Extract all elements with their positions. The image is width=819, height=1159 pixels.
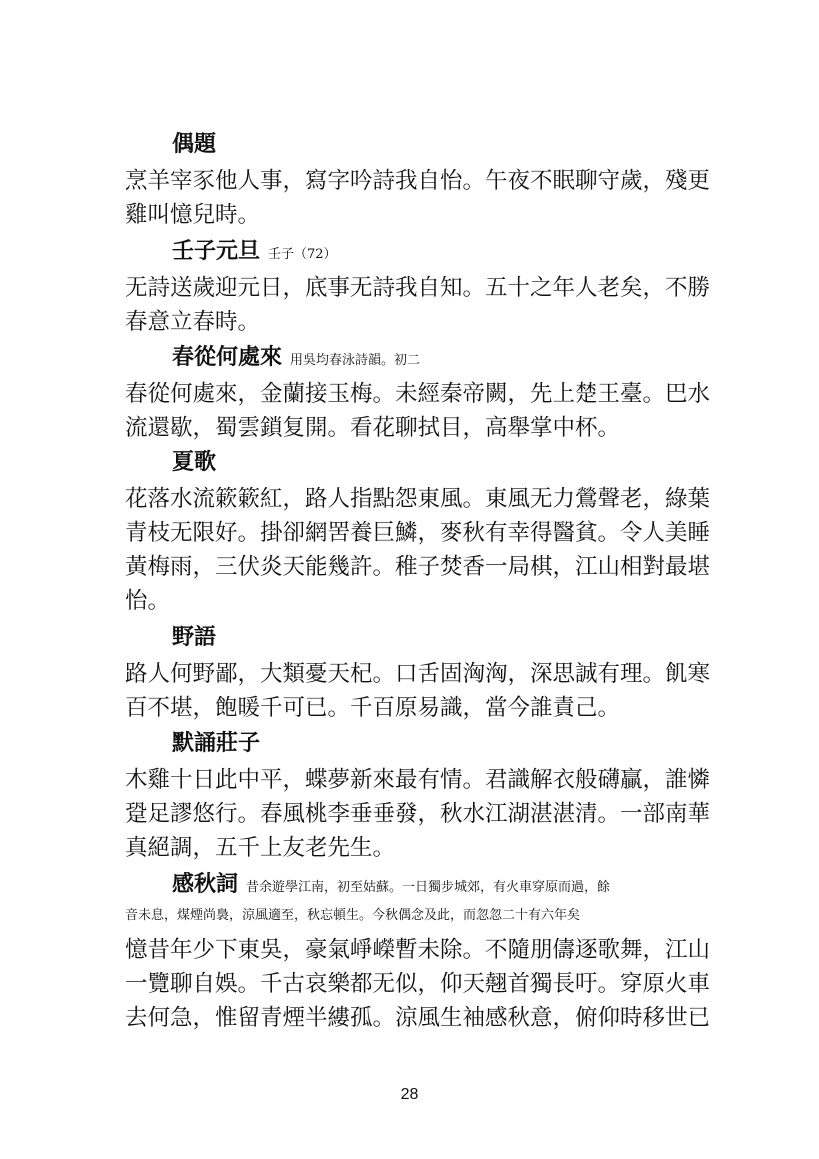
poem-note-continued: 音未息，煤煙尚裊，涼風適至，秋忘頓生。今秋偶念及此，而忽忽二十有六年矣 [125, 908, 581, 923]
poem-line: 去何急，惟留青煙半縷孤。涼風生袖感秋意，俯仰時移世已 [125, 1005, 711, 1031]
poem-body [125, 933, 725, 1035]
poem-line: 春從何處來，金蘭接玉梅。未經秦帝闕，先上楚王臺。巴水 [125, 381, 711, 407]
poem-line: 路人何野鄙，大類憂天杞。口舌固洶洶，深思誠有理。飢寒 [125, 661, 711, 687]
poem-note: 壬子（72） [268, 247, 337, 262]
poem-title [172, 238, 337, 269]
poem-line: 烹羊宰豕他人事，寫字吟詩我自怡。午夜不眠聊守歲，殘更 [125, 168, 711, 194]
poem-line: 春意立春時。 [125, 309, 261, 335]
poem-title-text: 春從何處來 [172, 345, 283, 370]
poem-title-text: 偶題 [172, 132, 217, 157]
poem-title-text: 壬子元旦 [172, 239, 261, 264]
poem-body [125, 763, 725, 865]
poem-title [172, 871, 610, 902]
poem-body [125, 271, 725, 339]
poem-line: 无詩送歲迎元日，底事无詩我自知。五十之年人老矣，不勝 [125, 275, 711, 301]
poem-note: 昔余遊學江南，初至姑蘇。一日獨步城郊，有火車穿原而過，餘 [246, 880, 611, 895]
poem-title-text: 感秋詞 [172, 872, 239, 897]
poem-body [125, 164, 725, 232]
poem-line: 青枝无限好。掛卻網罟養巨鱗，麥秋有幸得醫貧。令人美睡 [125, 520, 711, 546]
poem-title-text: 默誦莊子 [172, 731, 261, 756]
poem-line: 花落水流簌簌紅，路人指點怨東風。東風无力鶯聲老，綠葉 [125, 486, 711, 512]
poem-line: 一覽聊自娛。千古哀樂都无似，仰天翹首獨長吁。穿原火車 [125, 971, 711, 997]
poem-title-text: 野語 [172, 625, 217, 650]
poem-body [125, 482, 725, 618]
poem-line: 憶昔年少下東吳，豪氣崢嶸暫未除。不隨朋儔逐歌舞，江山 [125, 937, 711, 963]
poem-title [172, 449, 216, 477]
poem-line: 怡。 [125, 588, 171, 614]
poem-title-text: 夏歌 [172, 450, 217, 475]
poem-note: 用吳均春泳詩韻。初二 [290, 353, 421, 368]
poem-line: 雞叫憶兒時。 [125, 202, 261, 228]
poem-line: 真絕調，五千上友老先生。 [125, 835, 396, 861]
poem-line: 黃梅雨，三伏炎天能幾許。稚子焚香一局棋，江山相對最堪 [125, 554, 711, 580]
poem-body [125, 657, 725, 725]
poem-line: 木雞十日此中平，蝶夢新來最有情。君識解衣般礴贏，誰憐 [125, 767, 711, 793]
poem-title [172, 730, 260, 758]
page-number: 28 [400, 1086, 419, 1103]
poem-title [172, 624, 216, 652]
poem-title [172, 131, 216, 159]
poem-title [172, 344, 420, 375]
poem-body [125, 377, 725, 445]
poem-line: 流還歇，蜀雲鎖复開。看花聊拭目，高舉掌中杯。 [125, 415, 621, 441]
poem-line: 百不堪，飽暖千可已。千百原易識，當今誰責己。 [125, 695, 621, 721]
poem-line: 跫足謬悠行。春風桃李垂垂發，秋水江湖湛湛清。一部南華 [125, 801, 711, 827]
